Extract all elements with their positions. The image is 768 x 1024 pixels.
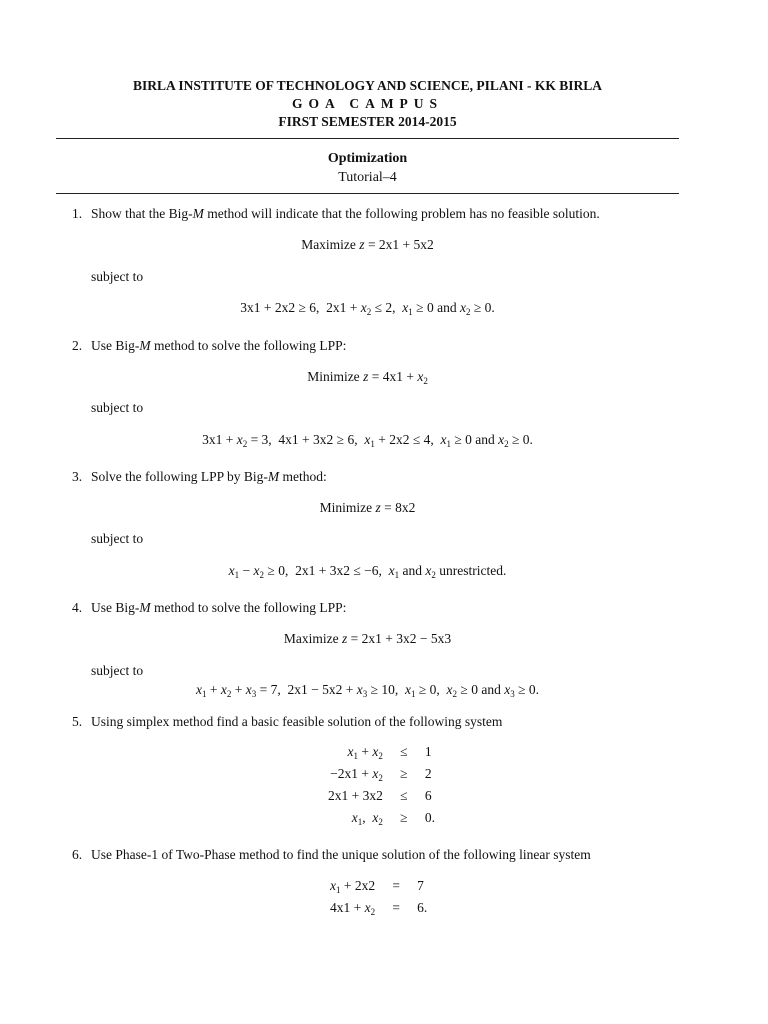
q5-system xyxy=(322,741,441,829)
q5-system-op: ≥ xyxy=(400,766,408,781)
q3-text: Solve the following LPP by Big-M method: xyxy=(91,469,327,484)
q5-number: 5. xyxy=(72,714,83,729)
tutorial-label: Tutorial–4 xyxy=(338,170,397,185)
q2-subject-to: subject to xyxy=(91,400,144,415)
q3-constraints: $x_1 - x_2 \ge 0$, 2x1 + 3x2 ≤ −6, $x_1$ and $x_2$ unrestricted. xyxy=(228,563,507,580)
q6-system-rhs: 6. xyxy=(417,900,428,915)
q2-constraints: $3x1 + x_2 = 3$, 4x1 + 3x2 ≥ 6, $x_1 + 2x2 \le 4$, $x_1 \ge 0$ and $x_2 \ge 0$. xyxy=(202,432,533,449)
q5-system-row xyxy=(322,741,441,763)
q5-system-lhs: $-2x1 + x_2$ xyxy=(330,766,383,783)
q6-system xyxy=(324,875,433,919)
q4-text: Use Big-M method to solve the following LPP: xyxy=(91,600,347,615)
q2-number: 2. xyxy=(72,338,83,353)
q4-objective: Maximize z = 2x1 + 3x2 − 5x3 xyxy=(283,631,452,646)
semester-label: FIRST SEMESTER 2014-2015 xyxy=(278,114,457,129)
q4-number: 4. xyxy=(72,600,83,615)
q5-system-rhs: 2 xyxy=(424,766,432,781)
q6-system-op: = xyxy=(392,878,400,893)
q5-system-lhs: $x_1 + x_2$ xyxy=(347,744,383,761)
q1-subject-to: subject to xyxy=(91,269,144,284)
q5-system-row xyxy=(322,763,441,785)
campus-name: GOA CAMPUS xyxy=(291,96,444,111)
q4-subject-to: subject to xyxy=(91,663,144,678)
q1-constraints: 3x1 + 2x2 ≥ 6, $2x1 + x_2 \le 2$, $x_1 \ge 0$ and $x_2 \ge 0$. xyxy=(240,300,495,317)
q6-system-lhs: $4x1 + x_2$ xyxy=(330,900,376,917)
q1-objective: Maximize z = 2x1 + 5x2 xyxy=(301,237,434,252)
q5-system-row xyxy=(322,807,441,829)
q5-system-rhs: 1 xyxy=(424,744,432,759)
q5-system-row xyxy=(322,785,441,807)
top-divider xyxy=(56,138,679,139)
q2-text: Use Big-M method to solve the following LPP: xyxy=(91,338,347,353)
q6-system-row xyxy=(324,875,433,897)
q6-system-rhs: 7 xyxy=(417,878,424,893)
q5-system-rhs: 6 xyxy=(424,788,432,803)
q2-objective: Minimize $z = 4x1 + x_2$ xyxy=(307,369,428,386)
institute-name: BIRLA INSTITUTE OF TECHNOLOGY AND SCIENCE, PILANI - KK BIRLA xyxy=(132,78,603,93)
q3-objective: Minimize z = 8x2 xyxy=(319,500,416,515)
q3-subject-to: subject to xyxy=(91,531,144,546)
q6-number: 6. xyxy=(72,847,83,862)
q4-constraints: $x_1 + x_2 + x_3 = 7$, $2x1 - 5x2 + x_3 \ge 10$, $x_1 \ge 0$, $x_2 \ge 0$ and $x_3 \ge 0$. xyxy=(195,682,539,699)
q6-system-op: = xyxy=(392,900,400,915)
q5-system-lhs: $x_1$, $x_2$ xyxy=(351,810,383,827)
q1-number: 1. xyxy=(72,206,83,221)
header-divider xyxy=(56,193,679,194)
q5-system-lhs: 2x1 + 3x2 xyxy=(328,788,383,803)
q5-system-op: ≤ xyxy=(400,788,408,803)
q5-system-rhs: 0. xyxy=(424,810,435,825)
q6-system-row xyxy=(324,897,433,919)
q6-text: Use Phase-1 of Two-Phase method to find the unique solution of the following linear system xyxy=(91,847,591,862)
course-title: Optimization xyxy=(327,151,408,166)
q5-system-op: ≤ xyxy=(400,744,408,759)
q1-text: Show that the Big-M method will indicate that the following problem has no feasible solution. xyxy=(91,206,600,221)
q3-number: 3. xyxy=(72,469,83,484)
q5-system-op: ≥ xyxy=(400,810,408,825)
q5-text: Using simplex method find a basic feasible solution of the following system xyxy=(91,714,503,729)
q6-system-lhs: $x_1 + 2x2$ xyxy=(330,878,376,895)
